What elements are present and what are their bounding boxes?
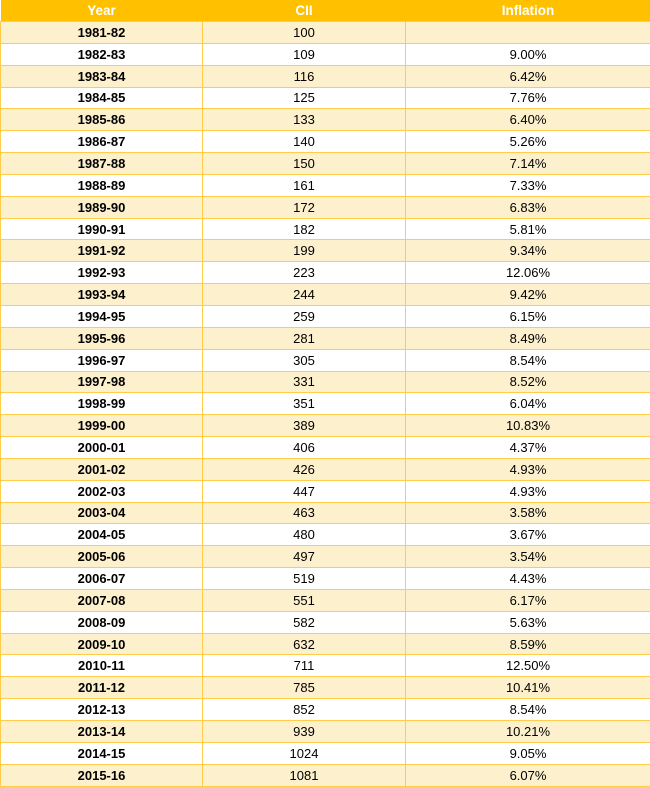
inflation-cell: 6.83% [406, 196, 650, 218]
table-row [1, 699, 650, 721]
cii-cell: 161 [203, 174, 406, 196]
cii-cell: 116 [203, 65, 406, 87]
table-row [1, 327, 650, 349]
inflation-cell: 8.59% [406, 633, 650, 655]
table-row [1, 589, 650, 611]
table-row [1, 458, 650, 480]
table-row [1, 305, 650, 327]
cii-cell: 426 [203, 458, 406, 480]
cii-cell: 551 [203, 589, 406, 611]
year-cell: 2001-02 [1, 458, 203, 480]
table-row [1, 677, 650, 699]
cii-cell: 259 [203, 305, 406, 327]
cii-cell: 109 [203, 43, 406, 65]
table-row [1, 349, 650, 371]
inflation-cell: 6.07% [406, 764, 650, 786]
inflation-cell: 6.40% [406, 109, 650, 131]
header-row [1, 0, 650, 22]
table-row [1, 764, 650, 786]
table-row [1, 284, 650, 306]
table-row [1, 655, 650, 677]
cii-cell: 172 [203, 196, 406, 218]
inflation-cell: 10.83% [406, 415, 650, 437]
year-cell: 1998-99 [1, 393, 203, 415]
year-cell: 1982-83 [1, 43, 203, 65]
inflation-cell: 6.42% [406, 65, 650, 87]
inflation-cell: 12.06% [406, 262, 650, 284]
year-cell: 2008-09 [1, 611, 203, 633]
inflation-cell: 4.93% [406, 458, 650, 480]
inflation-cell: 5.81% [406, 218, 650, 240]
header-year: Year [1, 0, 203, 22]
table-row [1, 546, 650, 568]
year-cell: 2000-01 [1, 437, 203, 459]
inflation-cell: 8.54% [406, 699, 650, 721]
cii-cell: 389 [203, 415, 406, 437]
inflation-cell: 7.14% [406, 153, 650, 175]
inflation-cell: 3.67% [406, 524, 650, 546]
table-row [1, 371, 650, 393]
year-cell: 1994-95 [1, 305, 203, 327]
cii-cell: 281 [203, 327, 406, 349]
cii-cell: 305 [203, 349, 406, 371]
year-cell: 1992-93 [1, 262, 203, 284]
inflation-cell: 4.37% [406, 437, 650, 459]
inflation-cell: 10.21% [406, 721, 650, 743]
cii-cell: 480 [203, 524, 406, 546]
year-cell: 2015-16 [1, 764, 203, 786]
year-cell: 1988-89 [1, 174, 203, 196]
table-row [1, 196, 650, 218]
inflation-cell: 8.49% [406, 327, 650, 349]
table-row [1, 415, 650, 437]
table-row [1, 611, 650, 633]
inflation-cell: 5.63% [406, 611, 650, 633]
year-cell: 1981-82 [1, 22, 203, 44]
year-cell: 2006-07 [1, 568, 203, 590]
table-row [1, 65, 650, 87]
cii-cell: 125 [203, 87, 406, 109]
table-row [1, 87, 650, 109]
year-cell: 2014-15 [1, 742, 203, 764]
table-row [1, 109, 650, 131]
inflation-cell: 5.26% [406, 131, 650, 153]
table-row [1, 153, 650, 175]
cii-cell: 785 [203, 677, 406, 699]
cii-cell: 244 [203, 284, 406, 306]
year-cell: 2012-13 [1, 699, 203, 721]
table-row [1, 218, 650, 240]
year-cell: 2007-08 [1, 589, 203, 611]
year-cell: 1999-00 [1, 415, 203, 437]
inflation-cell: 7.76% [406, 87, 650, 109]
table-row [1, 502, 650, 524]
inflation-cell: 8.54% [406, 349, 650, 371]
year-cell: 1987-88 [1, 153, 203, 175]
inflation-cell: 7.33% [406, 174, 650, 196]
table-row [1, 131, 650, 153]
year-cell: 2002-03 [1, 480, 203, 502]
inflation-cell [406, 22, 650, 44]
header-cii: CII [203, 0, 406, 22]
header-inflation: Inflation [406, 0, 650, 22]
year-cell: 2013-14 [1, 721, 203, 743]
inflation-cell: 4.43% [406, 568, 650, 590]
year-cell: 2005-06 [1, 546, 203, 568]
cii-cell: 519 [203, 568, 406, 590]
year-cell: 1989-90 [1, 196, 203, 218]
cii-cell: 133 [203, 109, 406, 131]
cii-cell: 182 [203, 218, 406, 240]
inflation-cell: 9.05% [406, 742, 650, 764]
year-cell: 2011-12 [1, 677, 203, 699]
cii-cell: 632 [203, 633, 406, 655]
inflation-cell: 3.54% [406, 546, 650, 568]
table-row [1, 262, 650, 284]
cii-cell: 852 [203, 699, 406, 721]
table-row [1, 568, 650, 590]
year-cell: 1985-86 [1, 109, 203, 131]
table-row [1, 633, 650, 655]
cii-cell: 331 [203, 371, 406, 393]
cii-cell: 199 [203, 240, 406, 262]
table-row [1, 480, 650, 502]
cii-cell: 140 [203, 131, 406, 153]
table-row [1, 43, 650, 65]
inflation-cell: 6.04% [406, 393, 650, 415]
inflation-cell: 6.15% [406, 305, 650, 327]
cii-cell: 1081 [203, 764, 406, 786]
cii-cell: 582 [203, 611, 406, 633]
table-row [1, 742, 650, 764]
cii-cell: 447 [203, 480, 406, 502]
table-row [1, 393, 650, 415]
table-row [1, 437, 650, 459]
year-cell: 2004-05 [1, 524, 203, 546]
inflation-cell: 9.00% [406, 43, 650, 65]
inflation-cell: 9.42% [406, 284, 650, 306]
table-row [1, 721, 650, 743]
cii-cell: 1024 [203, 742, 406, 764]
cii-cell: 711 [203, 655, 406, 677]
inflation-cell: 9.34% [406, 240, 650, 262]
year-cell: 2003-04 [1, 502, 203, 524]
cii-cell: 406 [203, 437, 406, 459]
cii-cell: 497 [203, 546, 406, 568]
table-body [1, 22, 650, 787]
cii-cell: 223 [203, 262, 406, 284]
inflation-cell: 3.58% [406, 502, 650, 524]
inflation-cell: 10.41% [406, 677, 650, 699]
inflation-cell: 12.50% [406, 655, 650, 677]
year-cell: 1993-94 [1, 284, 203, 306]
year-cell: 2010-11 [1, 655, 203, 677]
cii-cell: 939 [203, 721, 406, 743]
cii-cell: 150 [203, 153, 406, 175]
year-cell: 1996-97 [1, 349, 203, 371]
table-row [1, 174, 650, 196]
year-cell: 1986-87 [1, 131, 203, 153]
table-row [1, 240, 650, 262]
inflation-cell: 6.17% [406, 589, 650, 611]
cii-cell: 351 [203, 393, 406, 415]
table-row [1, 22, 650, 44]
year-cell: 1990-91 [1, 218, 203, 240]
year-cell: 2009-10 [1, 633, 203, 655]
cii-cell: 100 [203, 22, 406, 44]
year-cell: 1995-96 [1, 327, 203, 349]
inflation-cell: 4.93% [406, 480, 650, 502]
inflation-cell: 8.52% [406, 371, 650, 393]
table-row [1, 524, 650, 546]
cii-cell: 463 [203, 502, 406, 524]
year-cell: 1991-92 [1, 240, 203, 262]
year-cell: 1983-84 [1, 65, 203, 87]
year-cell: 1984-85 [1, 87, 203, 109]
year-cell: 1997-98 [1, 371, 203, 393]
